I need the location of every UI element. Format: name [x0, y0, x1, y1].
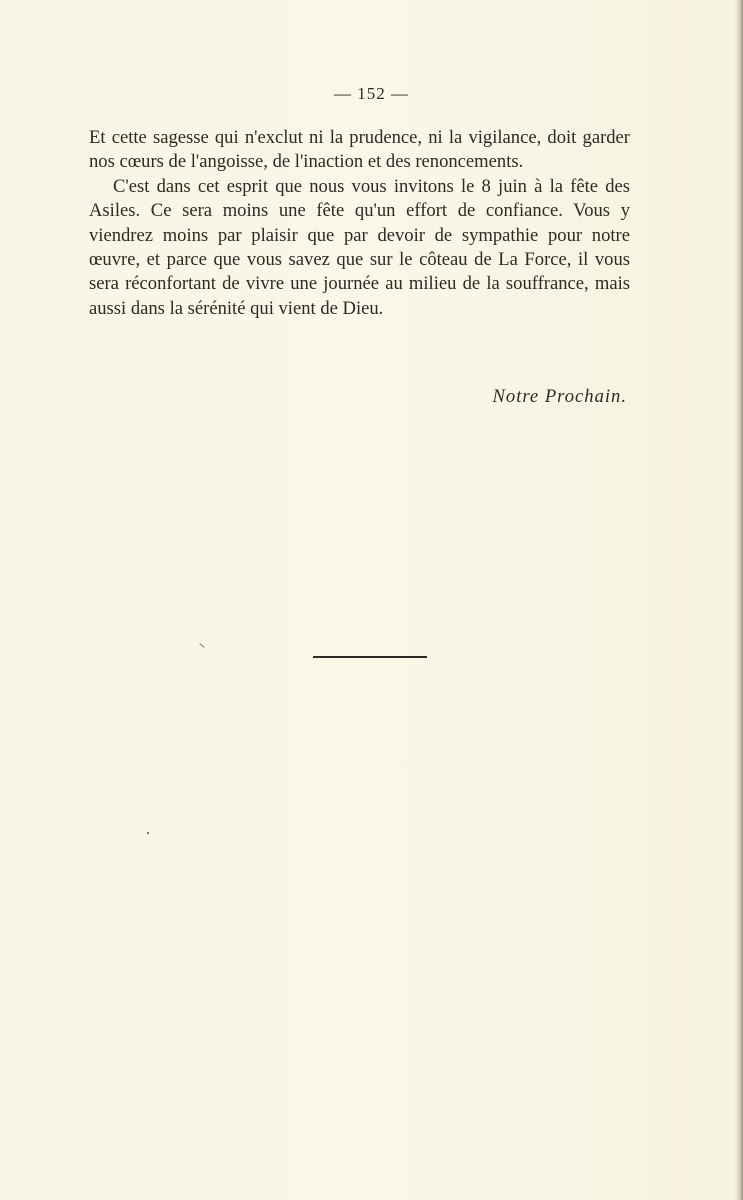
paragraph-1: Et cette sagesse qui n'exclut ni la prudence, ni la vigilance, doit garder nos cœurs de l'angoisse, de l'inaction et des renoncements. [89, 127, 630, 173]
paper-speck [147, 832, 149, 834]
paper-speck [199, 643, 204, 648]
page-number: — 152 — [334, 84, 409, 103]
page-edge-shadow [735, 0, 743, 1200]
paragraph-2: C'est dans cet esprit que nous vous invitons le 8 juin à la fête des Asiles. Ce sera moins une fête qu'un effort de confiance. Vous y viendrez moins par plaisir que par devoir de sympathie pour notre œuvre, et parce que vous savez que sur le côteau de La Force, il vous sera réconfortant de vivre une journée au milieu de la souffrance, mais aussi dans la sérénité qui vient de Dieu. [89, 175, 630, 319]
closing-rule [313, 656, 427, 658]
body-text [89, 126, 630, 321]
signature: Notre Prochain. [492, 386, 627, 407]
